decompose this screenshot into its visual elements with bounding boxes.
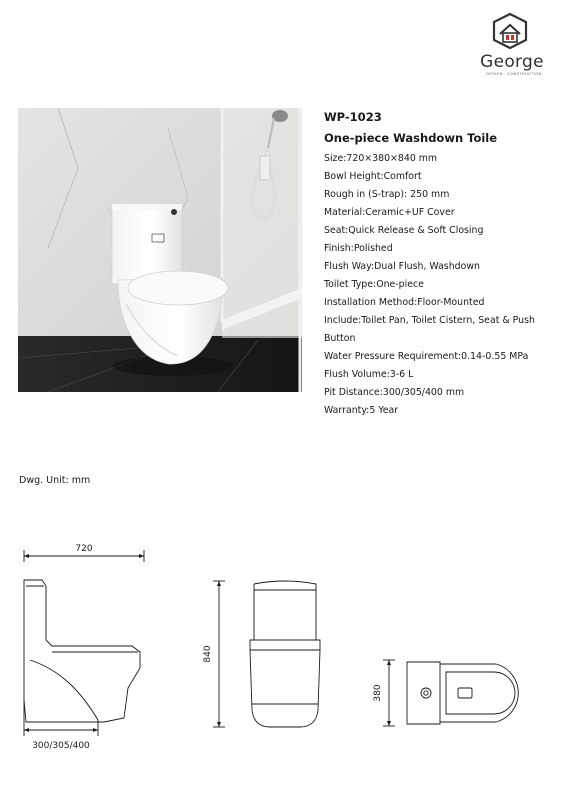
spec-line: Bowl Height:Comfort bbox=[324, 171, 422, 182]
drawing-unit-label: Dwg. Unit: mm bbox=[19, 475, 91, 486]
spec-line: Flush Volume:3-6 L bbox=[324, 369, 414, 380]
side-view-drawing bbox=[24, 550, 144, 736]
spec-line: Material:Ceramic+UF Cover bbox=[324, 207, 455, 218]
pit-distance-label: 300/305/400 bbox=[32, 741, 90, 751]
top-view-drawing bbox=[383, 660, 518, 726]
spec-line: Pit Distance:300/305/400 mm bbox=[324, 387, 465, 398]
height-dimension-label: 840 bbox=[203, 645, 213, 663]
front-view-drawing bbox=[213, 581, 320, 727]
spec-line: Rough in (S-trap): 250 mm bbox=[324, 189, 450, 200]
spec-panel bbox=[324, 110, 564, 420]
brand-name: George bbox=[480, 52, 544, 72]
depth-dimension-label: 380 bbox=[373, 684, 383, 702]
spec-line: Button bbox=[324, 333, 356, 344]
spec-line: Finish:Polished bbox=[324, 243, 393, 254]
brand-tagline: DESIGN · CONSTRUCTION bbox=[486, 72, 542, 76]
spec-line: Water Pressure Requirement:0.14-0.55 MPa bbox=[324, 351, 529, 362]
spec-line: Warranty:5 Year bbox=[324, 405, 399, 416]
spec-line: Flush Way:Dual Flush, Washdown bbox=[324, 261, 480, 272]
product-photo bbox=[18, 108, 302, 392]
technical-drawing bbox=[0, 530, 566, 770]
spec-line: Include:Toilet Pan, Toilet Cistern, Seat & Push bbox=[324, 315, 535, 326]
spec-line: Toilet Type:One-piece bbox=[324, 279, 424, 290]
product-title: One-piece Washdown Toile bbox=[324, 131, 498, 145]
spec-line: Size:720×380×840 mm bbox=[324, 153, 438, 164]
spec-line: Installation Method:Floor-Mounted bbox=[324, 297, 485, 308]
product-code: WP-1023 bbox=[324, 110, 382, 124]
spec-line: Seat:Quick Release & Soft Closing bbox=[324, 225, 484, 236]
width-dimension-label: 720 bbox=[75, 544, 93, 554]
